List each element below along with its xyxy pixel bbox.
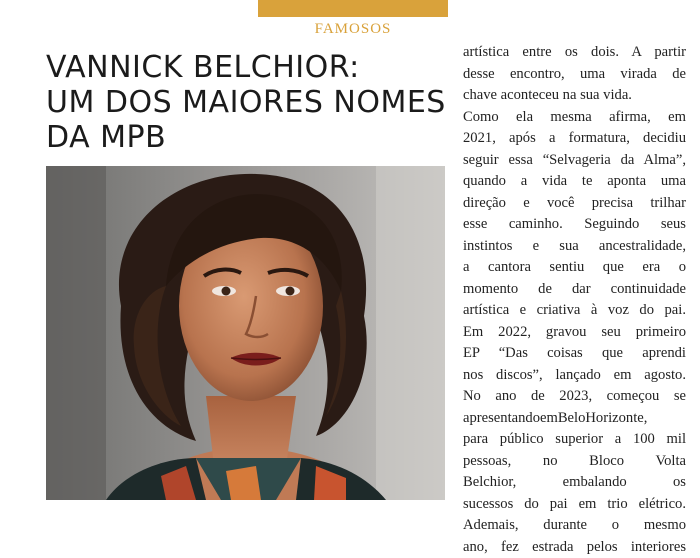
article-line: para público superior a 100 mil [463, 429, 686, 451]
article-line: EP “Das coisas que aprendi [463, 343, 686, 365]
article-line: momento de dar continuidade [463, 279, 686, 301]
article-line: Belchior, embalando os [463, 472, 686, 494]
headline-line-1: VANNICK BELCHIOR: [46, 50, 456, 85]
article-line: esse caminho. Seguindo seus [463, 214, 686, 236]
article-line: artística entre os dois. A partir [463, 42, 686, 64]
article-line: Ademais, durante o mesmo [463, 515, 686, 537]
article-line: chave aconteceu na sua vida. [463, 85, 686, 107]
article-line: ano, fez estrada pelos interiores [463, 537, 686, 558]
article-line: sucessos do pai em trio elétrico. [463, 494, 686, 516]
article-line: desse encontro, uma virada de [463, 64, 686, 86]
article-line: seguir essa “Selvageria da Alma”, [463, 150, 686, 172]
article-line: pessoas, no Bloco Volta [463, 451, 686, 473]
article-line: instintos e sua ancestralidade, [463, 236, 686, 258]
article-line: a cantora sentiu que era o [463, 257, 686, 279]
article-line: nos discos”, lançado em agosto. [463, 365, 686, 387]
article-line: direção e você precisa trilhar [463, 193, 686, 215]
section-label: FAMOSOS [258, 21, 448, 38]
headline-line-3: DA MPB [46, 120, 456, 155]
article-line: artística e criativa à voz do pai. [463, 300, 686, 322]
article-line: 2021, após a formatura, decidiu [463, 128, 686, 150]
article-line: Como ela mesma afirma, em [463, 107, 686, 129]
section-color-bar [258, 0, 448, 17]
headline-line-2: UM DOS MAIORES NOMES [46, 85, 456, 120]
portrait-photo [46, 166, 445, 500]
article-line: quando a vida te aponta uma [463, 171, 686, 193]
article-headline [46, 50, 456, 155]
article-line: apresentandoemBeloHorizonte, [463, 408, 686, 430]
article-line: No ano de 2023, começou se [463, 386, 686, 408]
article-body-column [463, 42, 686, 558]
article-line: Em 2022, gravou seu primeiro [463, 322, 686, 344]
